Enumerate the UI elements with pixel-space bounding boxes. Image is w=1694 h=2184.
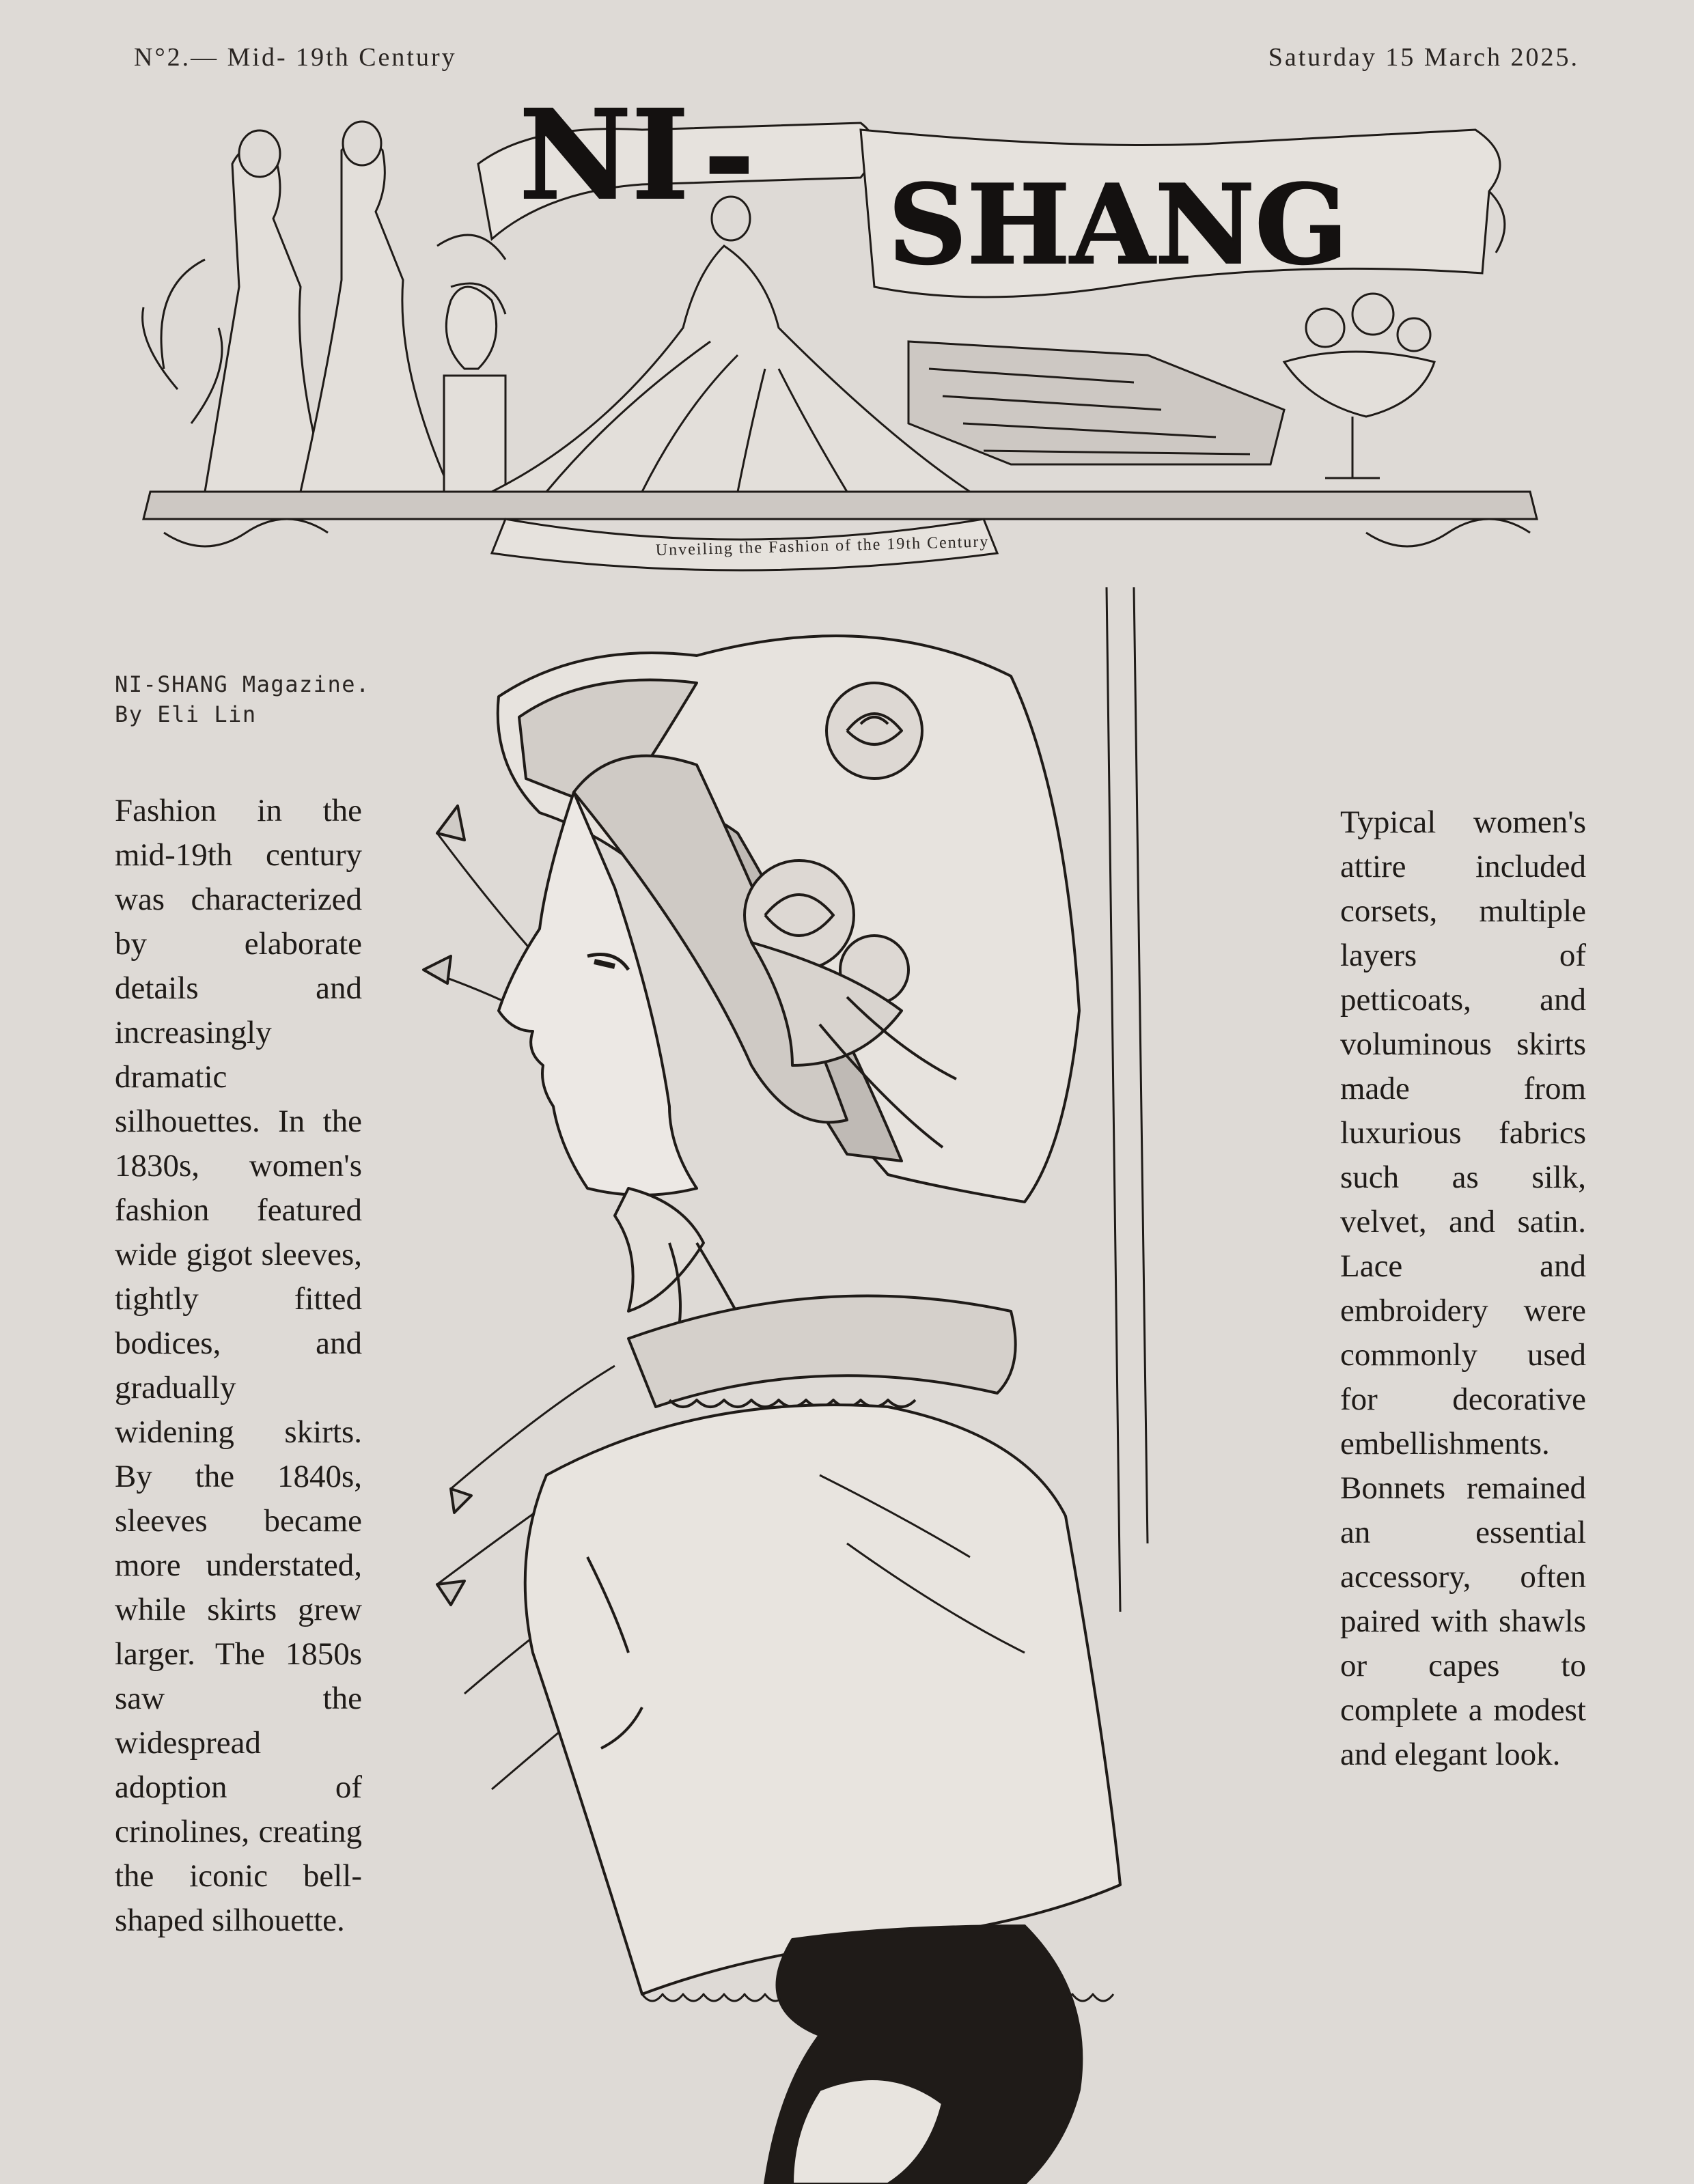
title-left: NI bbox=[519, 83, 689, 227]
byline bbox=[115, 669, 370, 729]
article-column-right: Typical women's attire included corsets, multiple layers of petticoats, and voluminous skirts made from luxurious fabrics such as silk, velvet, and satin. Lace and embroidery were commonly used for decorative embellishments. Bonnets remained an essential accessory, often paired with shawls or capes to complete a modest and elegant look. bbox=[1340, 804, 1586, 1772]
masthead-tagline: Unveiling the Fashion of the 19th Century bbox=[655, 533, 990, 560]
masthead bbox=[123, 82, 1557, 601]
publication-name: NI-SHANG Magazine. bbox=[115, 671, 370, 697]
issue-date: Saturday 15 March 2025. bbox=[1268, 43, 1579, 72]
title-right: SHANG bbox=[888, 160, 1348, 289]
author-name: By Eli Lin bbox=[115, 701, 257, 727]
article-column-left: Fashion in the mid-19th century was characterized by elaborate details and increasingly dramatic silhouettes. In the 1830s, women's fashion featured wide gigot sleeves, tightly fitted bodices, and gradually widening skirts. By the 1840s, sleeves became more understated, while skirts grew larger. The 1850s saw the widespread adoption of crinolines, creating the iconic bell-shaped silhouette. bbox=[115, 793, 362, 1938]
bonnet-woman-illustration bbox=[410, 587, 1325, 2184]
title-dash: - bbox=[704, 83, 755, 227]
issue-number: N°2.— Mid- 19th Century bbox=[134, 43, 457, 72]
